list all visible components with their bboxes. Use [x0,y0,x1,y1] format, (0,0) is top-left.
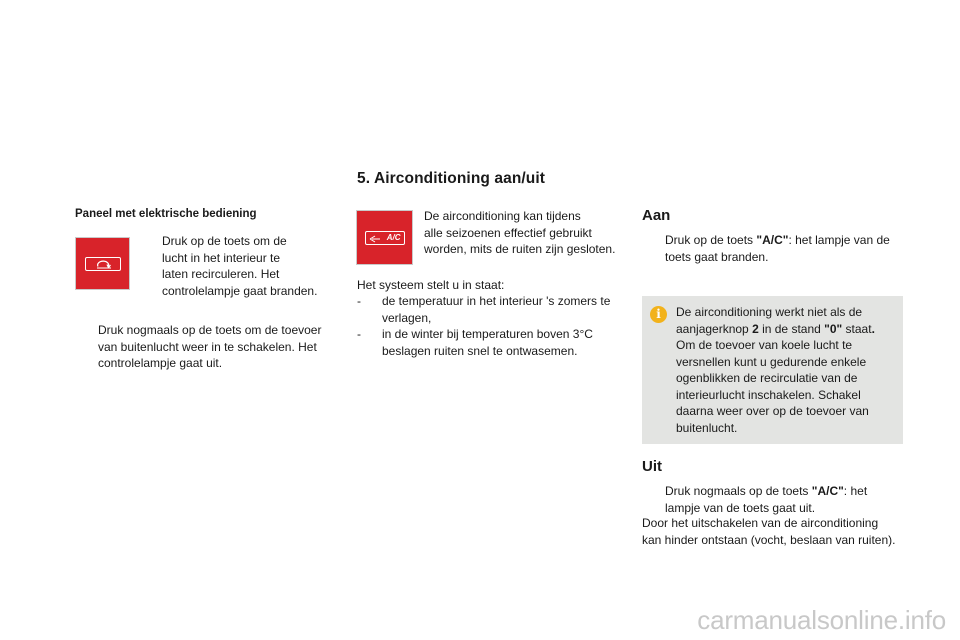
info-box [642,296,903,444]
recirculation-icon [86,258,122,272]
panel-heading: Paneel met elektrische bediening [75,208,257,220]
uit-note: Door het uitschakelen van de airconditioning kan hinder ontstaan (vocht, beslaan van ruiten). [642,516,896,547]
uit-text: Druk nogmaals op de toets "A/C": het lampje van de toets gaat uit. [665,484,868,515]
dash-icon: - [357,327,361,341]
watermark: carmanualsonline.info [697,605,946,635]
ac-button-image [356,210,413,265]
fan-icon [369,235,381,243]
list-item: in de winter bij temperaturen boven 3°C beslagen ruiten snel te ontwasemen. [382,327,593,358]
bullet-1-text: Druk op de toets om de lucht in het interieur te laten recirculeren. Het controlelampje gaat branden. [162,234,318,298]
aan-heading: Aan [642,207,671,224]
ac-button-label: A/C [386,232,401,242]
recirculation-button-image [75,237,130,290]
section-title: 5. Airconditioning aan/uit [357,170,546,187]
system-lead: Het systeem stelt u in staat: [357,278,505,292]
list-item: de temperatuur in het interieur 's zomers te verlagen, [382,294,611,325]
ac-intro-text: De airconditioning kan tijdens alle seizoenen effectief gebruikt worden, mits de ruiten zijn gesloten. [424,209,616,256]
bullet-2-text: Druk nogmaals op de toets om de toevoer van buitenlucht weer in te schakelen. Het controlelampje gaat uit. [98,323,322,370]
aan-text: Druk op de toets "A/C": het lampje van de toets gaat branden. [665,233,890,264]
info-icon: i [650,306,667,323]
uit-heading: Uit [642,458,662,475]
dash-icon: - [357,294,361,308]
info-text: De airconditioning werkt niet als de aanjagerknop 2 in de stand "0" staat. Om de toevoer van koele lucht te versnellen kunt u gedurende enkele ogenblikken de recirculatie van de interieurlucht inschakelen. Schakel daarna weer over op de toevoer van buitenlucht. [676,305,875,435]
